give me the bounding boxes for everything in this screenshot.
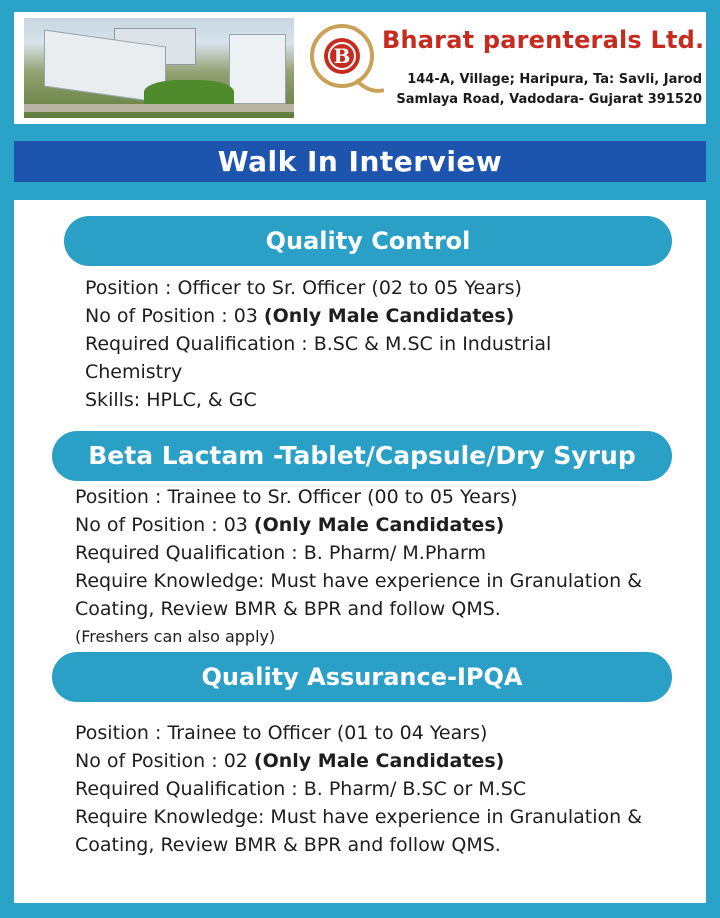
section-line: Required Qualification : B. Pharm/ B.SC or M.SC <box>75 778 527 800</box>
male-candidates-note: (Only Male Candidates) <box>253 514 505 536</box>
logo-letter: B <box>333 44 351 68</box>
section-line: No of Position : 03 (Only Male Candidates) <box>85 305 515 327</box>
address-line-1: 144-A, Village; Haripura, Ta: Savli, Jarod <box>407 72 702 87</box>
section-line: Position : Officer to Sr. Officer (02 to 05 Years) <box>85 277 522 299</box>
section-line: Position : Trainee to Officer (01 to 04 Years) <box>75 722 488 744</box>
section-title-beta-lactam: Beta Lactam -Tablet/Capsule/Dry Syrup <box>52 431 672 481</box>
section-line: Coating, Review BMR & BPR and follow QMS. <box>75 834 501 856</box>
male-candidates-note: (Only Male Candidates) <box>253 750 505 772</box>
header <box>14 12 706 124</box>
male-candidates-note: (Only Male Candidates) <box>263 305 515 327</box>
section-line: Required Qualification : B. Pharm/ M.Pharm <box>75 542 486 564</box>
section-line: Coating, Review BMR & BPR and follow QMS. <box>75 598 501 620</box>
company-logo-icon <box>304 20 384 100</box>
company-name: Bharat parenterals Ltd. <box>382 26 705 54</box>
section-line: No of Position : 02 (Only Male Candidates) <box>75 750 505 772</box>
section-line: Position : Trainee to Sr. Officer (00 to 05 Years) <box>75 486 518 508</box>
address-line-2: Samlaya Road, Vadodara- Gujarat 391520 <box>396 92 702 107</box>
photo-building <box>229 34 286 104</box>
section-line: Chemistry <box>85 361 183 383</box>
factory-photo <box>24 18 294 118</box>
freshers-note: (Freshers can also apply) <box>75 627 276 646</box>
section-line: Required Qualification : B.SC & M.SC in Industrial <box>85 333 552 355</box>
section-line: Require Knowledge: Must have experience in Granulation & <box>75 570 643 592</box>
section-line: Skills: HPLC, & GC <box>85 389 257 411</box>
walk-in-banner: Walk In Interview <box>14 141 706 182</box>
section-title-quality-assurance: Quality Assurance-IPQA <box>52 652 672 702</box>
section-line: Require Knowledge: Must have experience in Granulation & <box>75 806 643 828</box>
section-title-quality-control: Quality Control <box>64 216 672 266</box>
photo-road <box>24 104 294 112</box>
job-listings-panel <box>14 200 706 903</box>
section-line: No of Position : 03 (Only Male Candidates) <box>75 514 505 536</box>
